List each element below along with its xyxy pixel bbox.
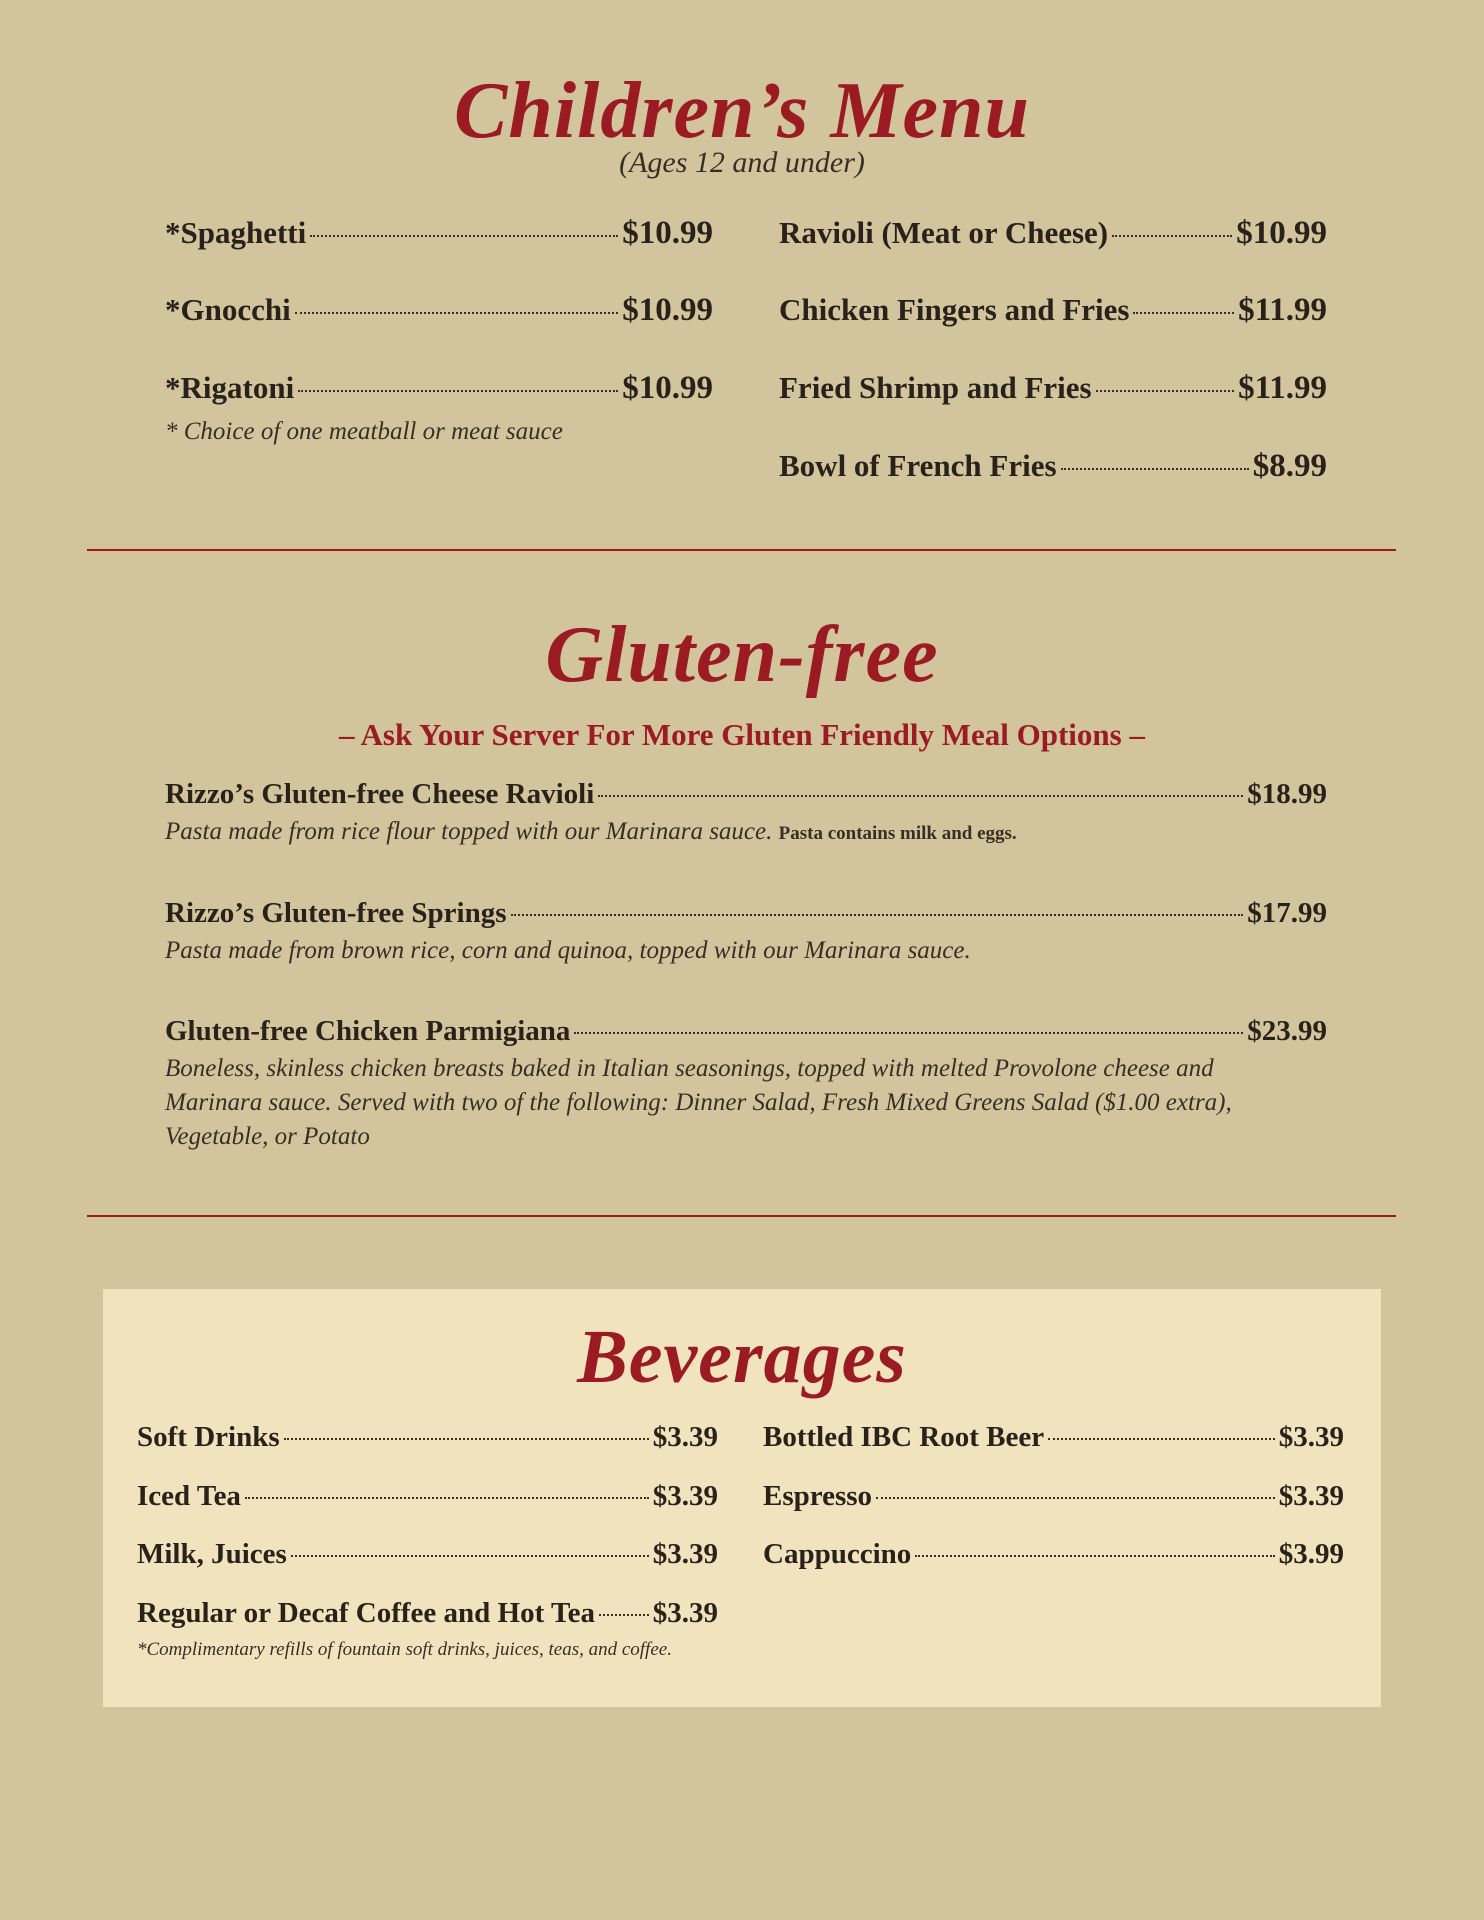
item-name: Rizzo’s Gluten-free Cheese Ravioli — [165, 778, 595, 810]
item-name: Milk, Juices — [137, 1538, 287, 1570]
item-price: $3.99 — [1278, 1538, 1344, 1570]
gf-item-chicken-parmigiana — [165, 1015, 1327, 1048]
childrens-menu-title: Children’s Menu — [454, 67, 1030, 155]
bev-item-coffee-tea — [137, 1597, 718, 1630]
item-price: $3.39 — [1278, 1421, 1344, 1453]
bev-item-cappuccino — [763, 1538, 1344, 1571]
item-name: Gluten-free Chicken Parmigiana — [165, 1015, 571, 1047]
section-divider — [87, 1215, 1396, 1217]
beverages-title: Beverages — [577, 1315, 907, 1399]
kids-item-gnocchi — [165, 292, 713, 329]
kids-item-french-fries — [779, 448, 1327, 485]
item-price: $3.39 — [1278, 1480, 1344, 1512]
bev-item-milk-juices — [137, 1538, 718, 1571]
item-name: Bowl of French Fries — [779, 448, 1057, 483]
gf-item-cheese-ravioli — [165, 778, 1327, 811]
bev-item-soft-drinks — [137, 1421, 718, 1454]
item-price: $8.99 — [1252, 448, 1327, 484]
item-name: Iced Tea — [137, 1480, 241, 1512]
section-divider — [87, 549, 1396, 551]
beverages-note: *Complimentary refills of fountain soft drinks, juices, teas, and coffee. — [137, 1639, 672, 1660]
gf-item-desc: Pasta made from rice flour topped with our Marinara sauce. Pasta contains milk and eggs. — [165, 818, 1017, 845]
item-price: $3.39 — [652, 1480, 718, 1512]
item-name: Fried Shrimp and Fries — [779, 370, 1092, 405]
kids-item-rigatoni — [165, 370, 713, 407]
item-name: *Gnocchi — [165, 292, 291, 327]
item-price: $10.99 — [622, 370, 713, 406]
kids-item-spaghetti — [165, 215, 713, 252]
gluten-free-tagline: – Ask Your Server For More Gluten Friendly Meal Options – — [339, 717, 1145, 752]
kids-note: * Choice of one meatball or meat sauce — [165, 418, 563, 445]
gf-item-desc: Pasta made from brown rice, corn and quinoa, topped with our Marinara sauce. — [165, 937, 971, 964]
item-price: $3.39 — [652, 1597, 718, 1629]
item-name: *Spaghetti — [165, 215, 307, 250]
kids-item-fried-shrimp — [779, 370, 1327, 407]
bev-item-iced-tea — [137, 1480, 718, 1513]
item-price: $3.39 — [652, 1538, 718, 1570]
kids-item-ravioli — [779, 215, 1327, 252]
item-name: *Rigatoni — [165, 370, 295, 405]
gf-item-springs — [165, 897, 1327, 930]
kids-item-chicken-fingers — [779, 292, 1327, 329]
item-price: $3.39 — [652, 1421, 718, 1453]
item-name: Rizzo’s Gluten-free Springs — [165, 897, 507, 929]
item-name: Espresso — [763, 1480, 873, 1512]
item-name: Cappuccino — [763, 1538, 912, 1570]
childrens-menu-subtitle: (Ages 12 and under) — [619, 146, 865, 179]
item-price: $18.99 — [1247, 778, 1327, 810]
item-name: Ravioli (Meat or Cheese) — [779, 215, 1109, 250]
gluten-free-title: Gluten-free — [545, 611, 939, 699]
item-price: $23.99 — [1247, 1015, 1327, 1047]
item-price: $10.99 — [622, 292, 713, 328]
bev-item-espresso — [763, 1480, 1344, 1513]
item-price: $10.99 — [622, 215, 713, 251]
gf-item-desc: Boneless, skinless chicken breasts baked in Italian seasonings, topped with melted Provolone cheese and Marinara sauce. Served with two of the following: Dinner Salad, Fresh Mixed Greens Salad ($1.00 extra), Vegetable, or Potato — [165, 1055, 1232, 1150]
bev-item-root-beer — [763, 1421, 1344, 1454]
item-name: Chicken Fingers and Fries — [779, 292, 1130, 327]
item-name: Bottled IBC Root Beer — [763, 1421, 1045, 1453]
item-price: $11.99 — [1238, 370, 1327, 406]
item-name: Soft Drinks — [137, 1421, 280, 1453]
item-price: $10.99 — [1236, 215, 1327, 251]
item-price: $17.99 — [1247, 897, 1327, 929]
item-price: $11.99 — [1238, 292, 1327, 328]
item-name: Regular or Decaf Coffee and Hot Tea — [137, 1597, 596, 1629]
